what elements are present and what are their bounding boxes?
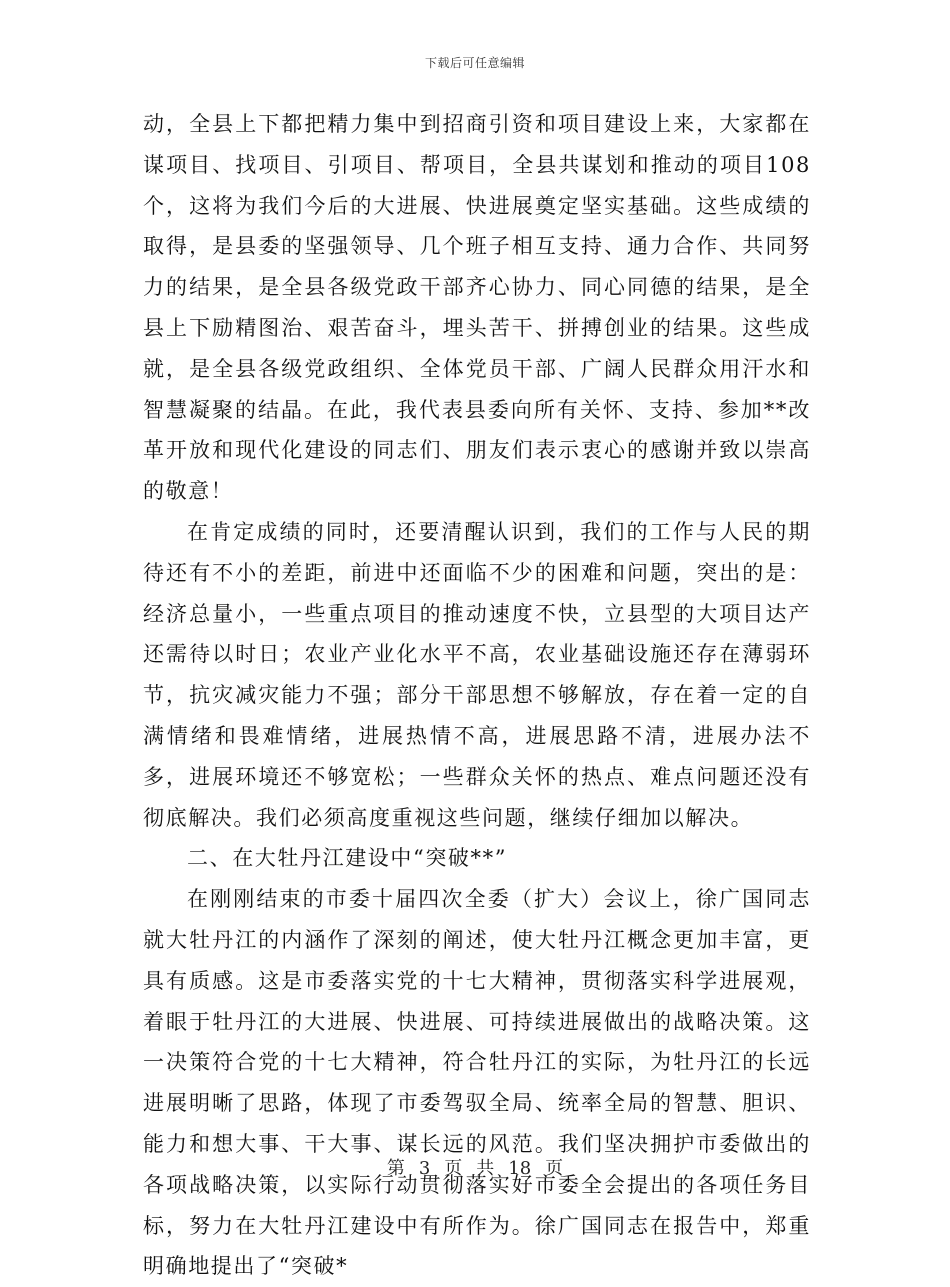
page-total-number: 18 (508, 1158, 532, 1179)
page-footer (0, 1154, 950, 1180)
paragraph-1: 动，全县上下都把精力集中到招商引资和项目建设上来，大家都在谋项目、找项目、引项目、帮项目，全县共谋划和推动的项目108个，这将为我们今后的大进展、快进展奠定坚实基础。这些成绩的取得，是县委的坚强领导、几个班子相互支持、通力合作、共同努力的结果，是全县各级党政干部齐心协力、同心同德的结果，是全县上下励精图治、艰苦奋斗，埋头苦干、拼搏创业的结果。这些成就，是全县各级党政组织、全体党员干部、广阔人民群众用汗水和智慧凝聚的结晶。在此，我代表县委向所有关怀、支持、参加**改革开放和现代化建设的同志们、朋友们表示衷心的感谢并致以崇高的敬意！ (143, 112, 811, 504)
page-label-prefix: 第 (386, 1158, 405, 1179)
page-header-note: 下载后可任意编辑 (424, 56, 525, 70)
document-body (143, 104, 811, 1287)
section-heading: 二、在大牡丹江建设中“突破**” (187, 846, 508, 871)
page-total-prefix: 共 (476, 1158, 495, 1179)
page-current-number: 3 (418, 1158, 431, 1179)
page-label-mid: 页 (444, 1158, 463, 1179)
page-label-suffix: 页 (545, 1158, 564, 1179)
paragraph-3: 在刚刚结束的市委十届四次全委（扩大）会议上，徐广国同志就大牡丹江的内涵作了深刻的阐述，使大牡丹江概念更加丰富，更具有质感。这是市委落实党的十七大精神，贯彻落实科学进展观，着眼于牡丹江的大进展、快进展、可持续进展做出的战略决策。这一决策符合党的十七大精神，符合牡丹江的实际，为牡丹江的长远进展明晰了思路，体现了市委驾驭全局、统率全局的智慧、胆识、能力和想大事、干大事、谋长远的风范。我们坚决拥护市委做出的各项战略决策，以实际行动贯彻落实好市委全会提出的各项任务目标，努力在大牡丹江建设中有所作为。徐广国同志在报告中，郑重明确地提出了“突破* (143, 887, 811, 1279)
paragraph-2: 在肯定成绩的同时，还要清醒认识到，我们的工作与人民的期待还有不小的差距，前进中还面临不少的困难和问题，突出的是：经济总量小，一些重点项目的推动速度不快，立县型的大项目达产还需待以时日；农业产业化水平不高，农业基础设施还存在薄弱环节，抗灾减灾能力不强；部分干部思想不够解放，存在着一定的自满情绪和畏难情绪，进展热情不高，进展思路不清，进展办法不多，进展环境还不够宽松；一些群众关怀的热点、难点问题还没有彻底解决。我们必须高度重视这些问题，继续仔细加以解决。 (143, 519, 811, 830)
